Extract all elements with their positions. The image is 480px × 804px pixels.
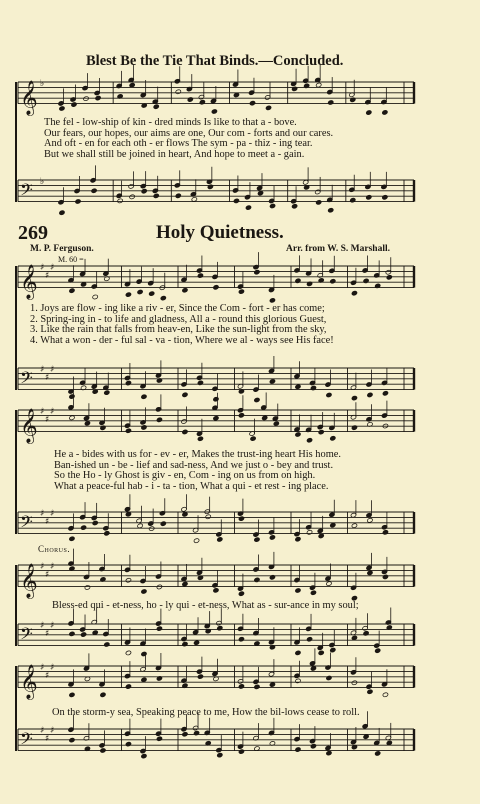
note-head <box>160 295 166 300</box>
verse-line: So the Ho - ly Ghost is giv - en, Com - ing on us from on high. <box>54 470 316 482</box>
note-head <box>141 651 147 656</box>
note-head <box>125 684 131 689</box>
note-head <box>141 753 147 758</box>
clef-symbol: 𝄢 <box>20 367 33 392</box>
key-signature: ♯ <box>40 562 45 572</box>
note-head <box>351 523 357 528</box>
note-head <box>95 95 101 100</box>
note-head <box>366 195 372 200</box>
note-head <box>295 650 301 655</box>
key-signature: ♯ <box>40 663 45 673</box>
verse-line: 4. What a won - der - ful sal - va - tion, Where we al - ways see His face! <box>30 334 334 346</box>
note-head <box>295 678 301 683</box>
note-head <box>254 270 260 275</box>
clef-symbol: 𝄢 <box>20 728 33 753</box>
note-head <box>156 417 162 422</box>
note-head <box>217 537 223 542</box>
note-head <box>197 674 203 679</box>
arranger-credit: Arr. from W. S. Marshall. <box>286 244 390 254</box>
note-head <box>84 421 90 426</box>
note-head <box>156 736 162 741</box>
note-head <box>367 392 373 397</box>
verse-line: The fel - low-ship of kin - dred minds Is like to that a - bove. <box>44 117 297 128</box>
note-head <box>104 531 110 536</box>
key-signature: ♯ <box>40 365 45 375</box>
note-head <box>318 650 324 655</box>
note-head <box>262 415 268 420</box>
note-head <box>84 585 90 590</box>
key-signature: ♯ <box>40 509 45 519</box>
note-head <box>318 533 324 538</box>
note-head <box>382 110 388 115</box>
verse-line: What a peace-ful hab - i - ta - tion, What a qui - et rest - ing place. <box>54 480 329 492</box>
note-head <box>69 536 75 541</box>
note-head <box>269 203 275 208</box>
note-head <box>310 744 316 749</box>
note-head <box>69 631 75 636</box>
verse-line: He a - bides with us for - ev - er, Makes the trust-ing heart His home. <box>54 449 341 460</box>
note-head <box>238 749 244 754</box>
note-head <box>125 578 131 583</box>
note-head <box>233 198 239 203</box>
verses-block-1 <box>30 304 402 346</box>
note-head <box>273 421 279 426</box>
clef-symbol: 𝄢 <box>20 179 33 204</box>
note-head <box>80 525 86 530</box>
note-head <box>238 413 244 418</box>
note-head <box>295 384 301 389</box>
note-head <box>238 289 244 294</box>
note-head <box>160 521 166 526</box>
note-head <box>59 106 65 111</box>
note-head <box>351 291 357 296</box>
key-signature: ♯ <box>45 570 50 581</box>
key-signature: ♯ <box>50 663 55 673</box>
key-signature: ♯ <box>40 407 45 417</box>
verses-block-2 <box>54 450 426 492</box>
key-signature: ♯ <box>40 726 45 736</box>
hymn-title: Holy Quietness. <box>156 222 284 243</box>
key-signature: ♯ <box>50 726 55 736</box>
note-head <box>75 199 81 204</box>
note-head <box>211 109 217 114</box>
note-head <box>217 752 223 757</box>
note-head <box>326 581 332 586</box>
verse-line: Our fears, our hopes, our aims are one, Our com - forts and our cares. <box>44 127 334 139</box>
note-head <box>316 200 322 205</box>
note-head <box>153 104 159 109</box>
key-signature: ♭ <box>40 79 45 89</box>
note-head <box>330 279 336 284</box>
key-signature: ♯ <box>40 263 45 273</box>
key-signature: ♯ <box>45 271 50 282</box>
note-head <box>91 188 97 193</box>
note-head <box>367 570 373 575</box>
note-head <box>125 428 131 433</box>
author-credit: M. P. Ferguson. <box>30 244 94 254</box>
note-head <box>306 438 312 443</box>
note-head <box>375 648 381 653</box>
note-head <box>205 514 211 519</box>
note-head <box>125 741 131 746</box>
note-head <box>295 432 301 437</box>
note-head <box>213 588 219 593</box>
note-head <box>141 425 147 430</box>
note-head <box>328 100 334 105</box>
note-head <box>141 589 147 594</box>
note-head <box>182 392 188 397</box>
note-head <box>69 415 75 420</box>
note-head <box>366 110 372 115</box>
key-signature: ♯ <box>45 517 50 528</box>
key-signature: ♯ <box>45 373 50 384</box>
key-signature: ♯ <box>50 509 55 519</box>
note-head <box>254 684 260 689</box>
note-head <box>117 198 123 203</box>
clef-symbol: 𝄞 <box>20 80 38 116</box>
note-head <box>330 647 336 652</box>
key-signature: ♯ <box>45 415 50 426</box>
clef-symbol: 𝄞 <box>20 664 38 700</box>
note-head <box>326 392 332 397</box>
top-section-title: Blest Be the Tie That Binds.—Concluded. <box>86 53 344 69</box>
note-head <box>59 210 65 215</box>
note-head <box>197 436 203 441</box>
note-head <box>125 380 131 385</box>
note-head <box>153 193 159 198</box>
note-head <box>182 429 188 434</box>
note-head <box>386 275 392 280</box>
chorus-text: Bless-ed qui - et-ness, ho - ly qui - et-ness, What as - sur-ance in my soul; <box>52 600 359 611</box>
note-head <box>238 637 244 642</box>
top-verses <box>44 118 416 160</box>
note-head <box>326 675 332 680</box>
note-head <box>175 193 181 198</box>
note-head <box>254 577 260 582</box>
note-head <box>69 394 75 399</box>
note-head <box>69 737 75 742</box>
note-head <box>175 89 181 94</box>
note-head <box>213 397 219 402</box>
note-head <box>269 379 275 384</box>
note-head <box>382 530 388 535</box>
note-head <box>197 380 203 385</box>
note-head <box>351 680 357 685</box>
note-head <box>213 285 219 290</box>
note-head <box>310 590 316 595</box>
note-head <box>316 82 322 87</box>
note-head <box>382 391 388 396</box>
note-head <box>182 512 188 517</box>
note-head <box>141 189 147 194</box>
key-signature: ♭ <box>40 177 45 187</box>
note-head <box>156 626 162 631</box>
note-head <box>137 289 143 294</box>
note-head <box>182 288 188 293</box>
tempo-marking: M. 60 = <box>58 255 84 264</box>
note-head <box>292 204 298 209</box>
key-signature: ♯ <box>50 562 55 572</box>
chorus-label: Chorus. <box>38 544 71 554</box>
key-signature: ♯ <box>50 407 55 417</box>
note-head <box>382 574 388 579</box>
note-head <box>100 748 106 753</box>
note-head <box>213 416 219 421</box>
note-head <box>249 100 255 105</box>
key-signature: ♯ <box>45 629 50 640</box>
note-head <box>306 637 312 642</box>
note-head <box>104 390 110 395</box>
note-head <box>295 747 301 752</box>
note-head <box>363 278 369 283</box>
note-head <box>104 642 110 647</box>
verse-line: And oft - en for each oth - er flows The sym - pa - thiz - ing tear. <box>44 138 313 150</box>
chorus-text: On the storm-y sea, Speaking peace to me, How the bil-lows cease to roll. <box>52 707 360 718</box>
note-head <box>328 208 334 213</box>
note-head <box>382 195 388 200</box>
note-head <box>193 730 199 735</box>
note-head <box>382 692 388 697</box>
note-head <box>326 750 332 755</box>
note-head <box>141 677 147 682</box>
note-head <box>310 666 316 671</box>
note-head <box>254 537 260 542</box>
verse-line: But we shall still be joined in heart, And hope to meet a - gain. <box>44 148 305 160</box>
note-head <box>69 288 75 293</box>
note-head <box>238 684 244 689</box>
note-head <box>295 278 301 283</box>
note-head <box>187 97 193 102</box>
note-head <box>217 626 223 631</box>
note-head <box>245 205 251 210</box>
note-head <box>182 732 188 737</box>
hymn-number: 269 <box>18 222 48 244</box>
note-head <box>330 523 336 528</box>
key-signature: ♯ <box>45 671 50 682</box>
note-head <box>265 105 271 110</box>
note-head <box>125 650 131 655</box>
note-head <box>238 591 244 596</box>
note-head <box>193 640 199 645</box>
note-head <box>137 523 143 528</box>
note-head <box>129 194 135 199</box>
key-signature: ♯ <box>40 621 45 631</box>
note-head <box>318 429 324 434</box>
note-head <box>71 102 77 107</box>
verse-line: 3. Like the rain that falls from heav-en, Like the sun-light from the sky, <box>30 324 327 336</box>
chorus-line-1 <box>52 601 424 612</box>
verse-line: 2. Spring-ing in - to life and gladness, All a - round this glorious Guest, <box>30 313 327 325</box>
clef-symbol: 𝄞 <box>20 264 38 300</box>
key-signature: ♯ <box>50 621 55 631</box>
clef-symbol: 𝄢 <box>20 623 33 648</box>
key-signature: ♯ <box>45 734 50 745</box>
clef-symbol: 𝄞 <box>20 563 38 599</box>
verse-line: 1. Joys are flow - ing like a riv - er, Since the Com - fort - er has come; <box>30 303 325 314</box>
note-head <box>351 395 357 400</box>
clef-symbol: 𝄞 <box>20 408 38 444</box>
note-head <box>125 292 131 297</box>
note-head <box>207 184 213 189</box>
note-head <box>141 394 147 399</box>
note-head <box>367 518 373 523</box>
note-head <box>238 516 244 521</box>
note-head <box>250 436 256 441</box>
note-head <box>100 692 106 697</box>
note-head <box>295 537 301 542</box>
key-signature: ♯ <box>50 365 55 375</box>
note-head <box>92 294 98 299</box>
note-head <box>149 291 155 296</box>
note-head <box>254 397 260 402</box>
note-head <box>295 588 301 593</box>
key-signature: ♯ <box>50 263 55 273</box>
note-head <box>269 535 275 540</box>
note-head <box>257 191 263 196</box>
chorus-line-2 <box>52 708 424 719</box>
note-head <box>367 689 373 694</box>
note-head <box>197 273 203 278</box>
note-head <box>80 632 86 637</box>
note-head <box>306 530 312 535</box>
note-head <box>193 538 199 543</box>
note-head <box>92 520 98 525</box>
note-head <box>69 692 75 697</box>
note-head <box>330 436 336 441</box>
note-head <box>375 751 381 756</box>
note-head <box>350 198 356 203</box>
note-head <box>269 682 275 687</box>
clef-symbol: 𝄢 <box>20 511 33 536</box>
verse-line: Ban-ished un - be - lief and sad-ness, And we just o - bey and trust. <box>54 459 334 471</box>
note-head <box>182 581 188 586</box>
note-head <box>199 100 205 105</box>
